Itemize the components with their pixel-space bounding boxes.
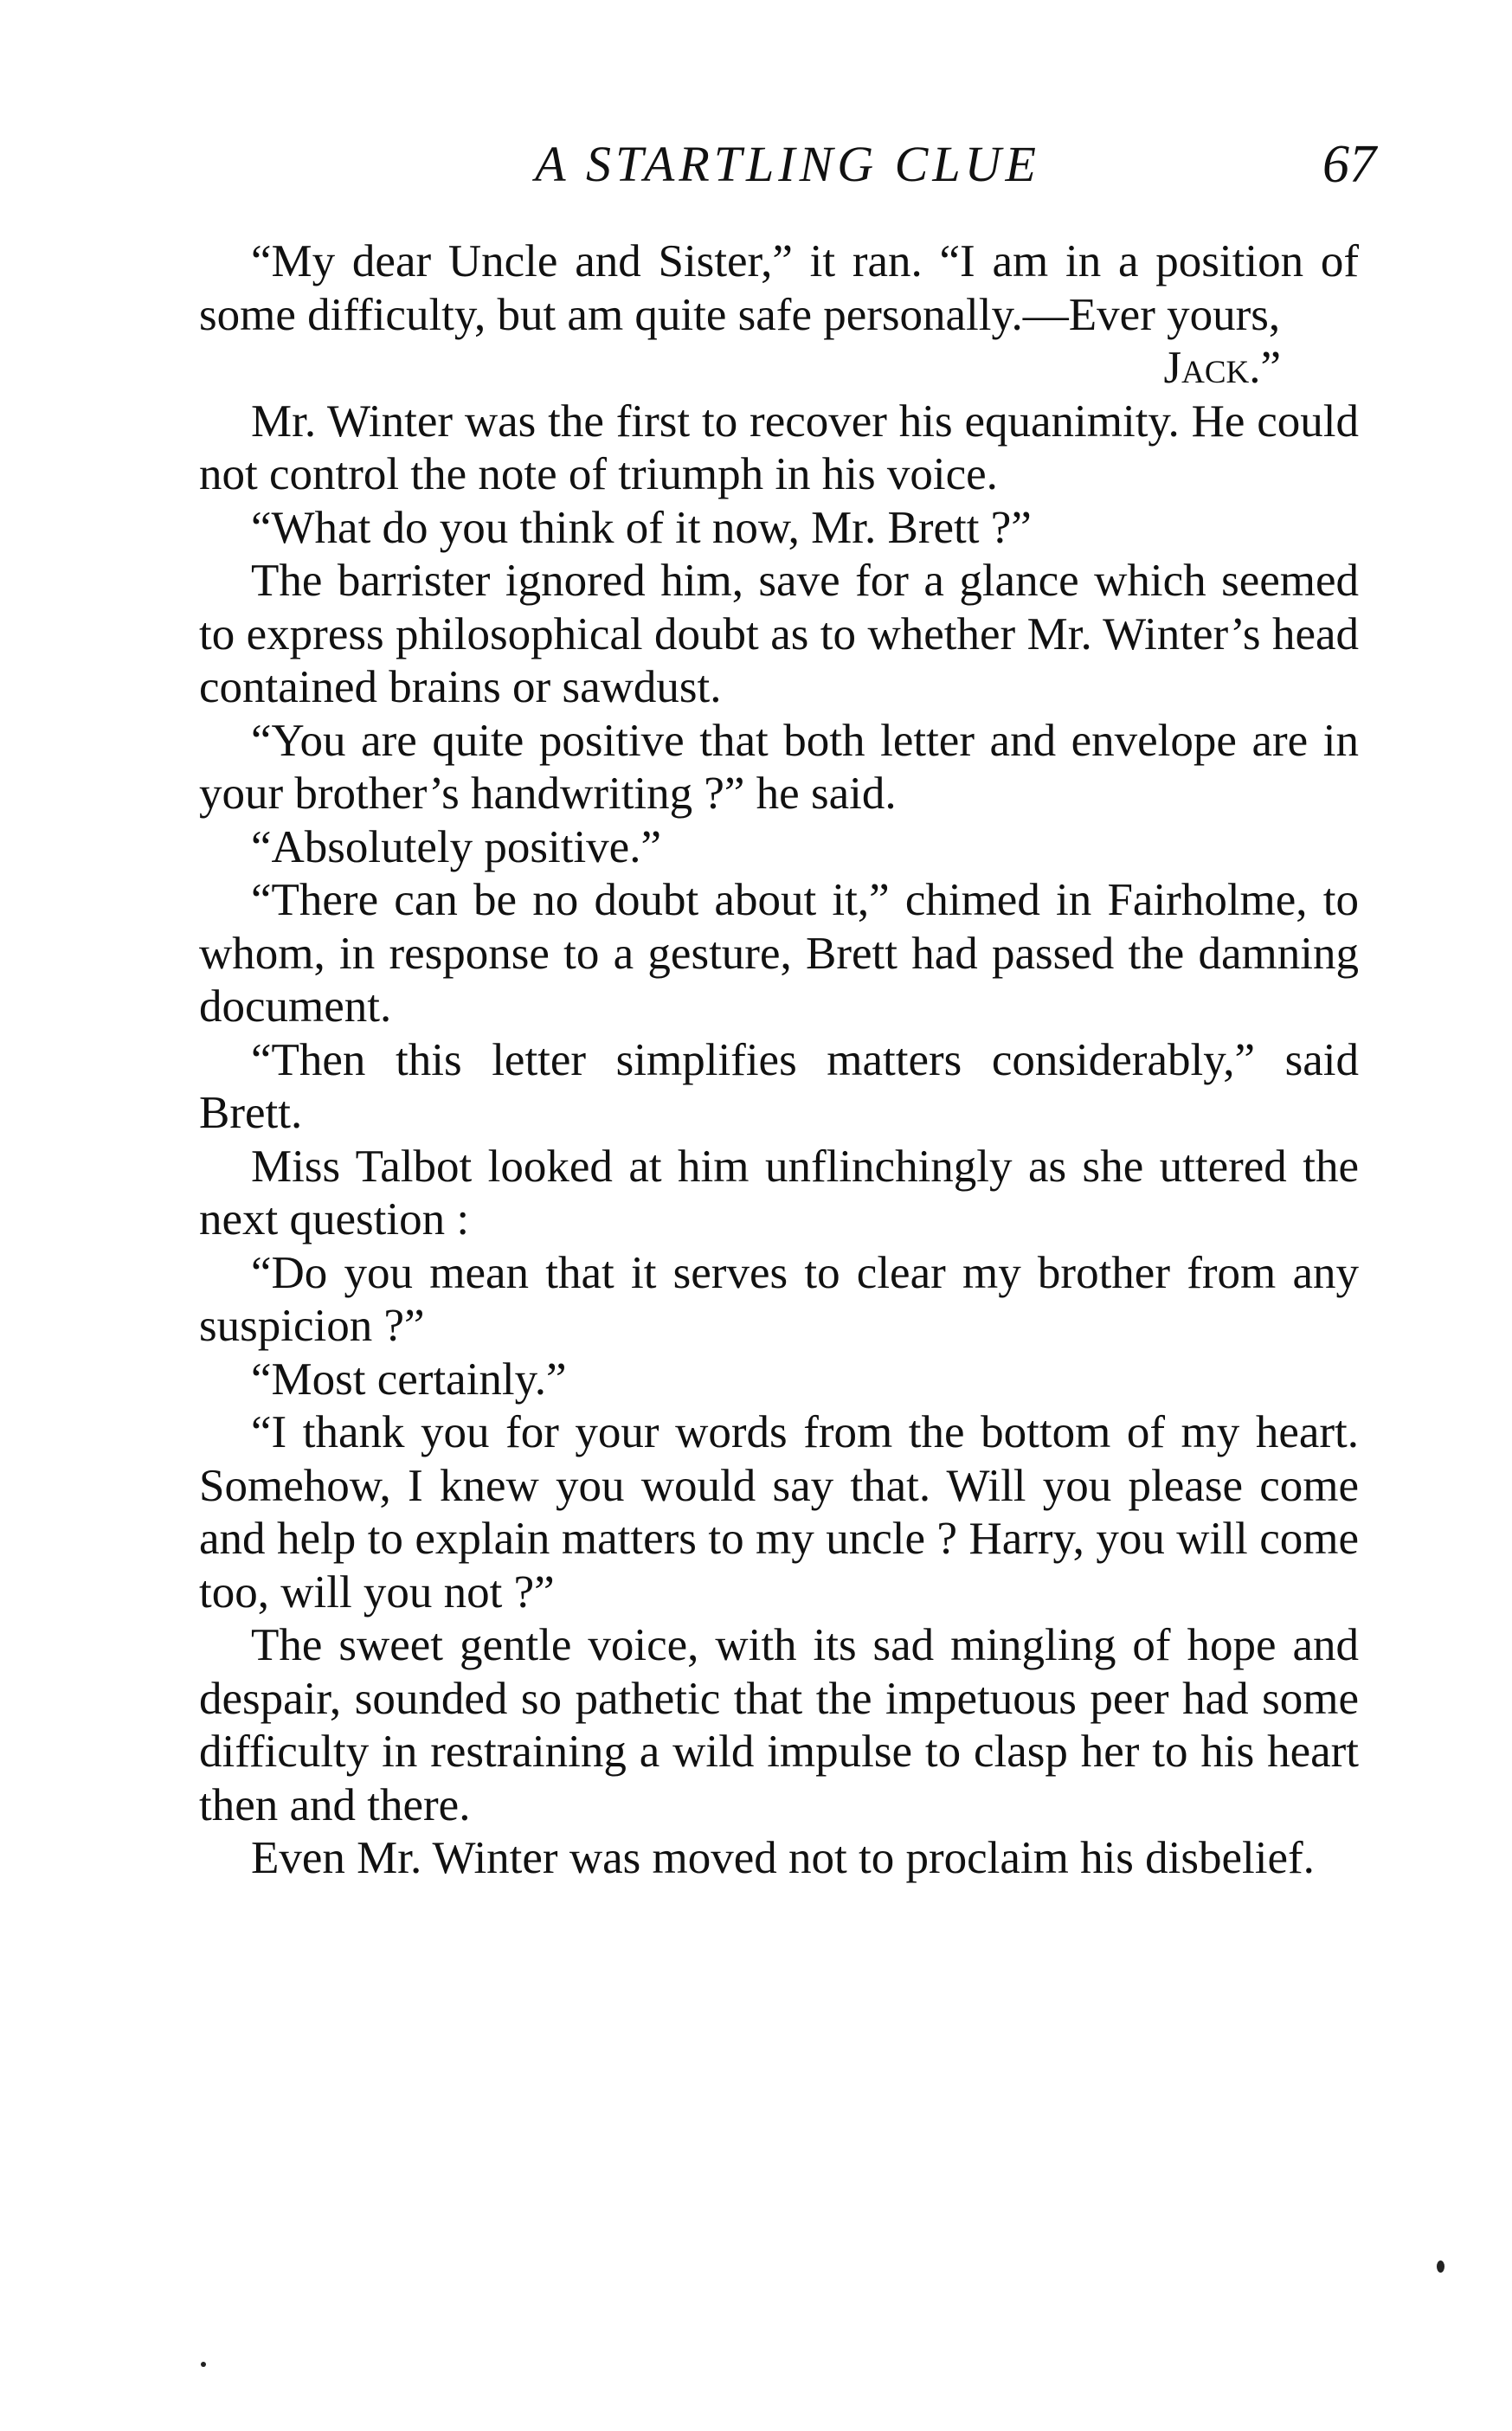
- page-number: 67: [1322, 135, 1376, 194]
- body-text: [199, 235, 1359, 1886]
- paragraph: The sweet gentle voice, with its sad mingling of hope and despair, sounded so pathetic that the impetuous peer had some difficulty in restraining a wild impulse to clasp her to his heart then and there.: [199, 1620, 1359, 1830]
- letter-signature: Jack.”: [1163, 343, 1281, 393]
- paragraph: Miss Talbot looked at him unflinchingly as she uttered the next question :: [199, 1141, 1359, 1244]
- paragraph: “You are quite positive that both letter and envelope are in your brother’s handwriting ?” he said.: [199, 715, 1359, 819]
- letter-signature-line: [199, 342, 1359, 396]
- paragraph: “Do you mean that it serves to clear my brother from any suspicion ?”: [199, 1247, 1359, 1351]
- paragraph: Mr. Winter was the first to recover his equanimity. He could not control the note of triumph in his voice.: [199, 396, 1359, 499]
- paragraph: “What do you think of it now, Mr. Brett ?”: [251, 502, 1032, 553]
- paragraph: “Then this letter simplifies matters considerably,” said Brett.: [199, 1034, 1359, 1138]
- paragraph: Even Mr. Winter was moved not to proclaim his disbelief.: [251, 1833, 1315, 1883]
- letter-text: “My dear Uncle and Sister,” it ran. “I am in a position of some difficulty, but am quite safe personally.—Ever yours,: [199, 236, 1359, 340]
- paragraph: The barrister ignored him, save for a glance which seemed to express philosophical doubt as to whether Mr. Winter’s head contained brains or sawdust.: [199, 556, 1359, 712]
- chapter-title: A STARTLING CLUE: [535, 136, 1040, 192]
- running-head: [199, 130, 1376, 199]
- paragraph: “Most certainly.”: [251, 1354, 567, 1405]
- paragraph: “Absolutely positive.”: [251, 821, 661, 872]
- ink-speck: [201, 2362, 206, 2367]
- ink-speck: [1437, 2261, 1444, 2273]
- paragraph: “There can be no doubt about it,” chimed in Fairholme, to whom, in response to a gesture, Brett had passed the damning document.: [199, 875, 1359, 1032]
- paragraph: “I thank you for your words from the bottom of my heart. Somehow, I knew you would say that. Will you please come and help to explain matters to my uncle ? Harry, you will come too, will you not ?”: [199, 1407, 1359, 1617]
